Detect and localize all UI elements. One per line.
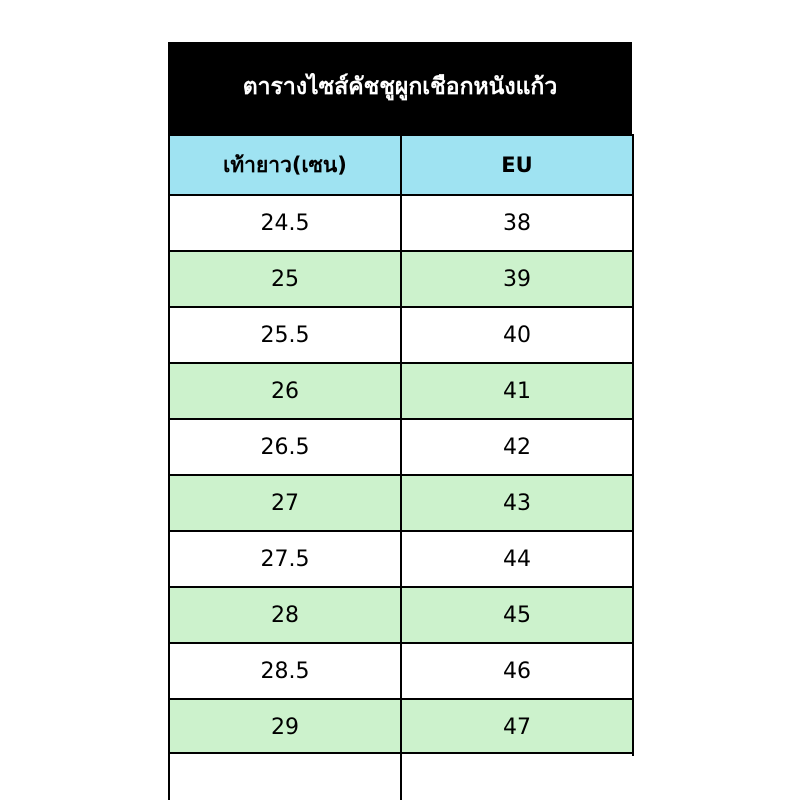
cell-foot-length: 25.5 — [169, 307, 401, 363]
cell-eu: 43 — [401, 475, 633, 531]
cell-eu: 44 — [401, 531, 633, 587]
cell-eu: 38 — [401, 195, 633, 251]
table-row — [169, 643, 633, 699]
cell-foot-length: 25 — [169, 251, 401, 307]
cell-foot-length: 29 — [169, 699, 401, 755]
cell-eu-clipped — [401, 753, 632, 800]
table-row — [169, 587, 633, 643]
cell-foot-length: 28 — [169, 587, 401, 643]
cell-foot-length-clipped — [169, 753, 401, 800]
table-row — [169, 363, 633, 419]
table-row — [169, 531, 633, 587]
cell-eu: 40 — [401, 307, 633, 363]
size-table — [168, 134, 634, 756]
chart-title-bar — [168, 42, 632, 134]
cell-foot-length: 24.5 — [169, 195, 401, 251]
column-header-eu: EU — [401, 135, 633, 195]
cell-eu: 41 — [401, 363, 633, 419]
table-header — [169, 135, 633, 195]
column-header-foot-length: เท้ายาว(เซน) — [169, 135, 401, 195]
table-row — [169, 419, 633, 475]
table-row — [169, 699, 633, 755]
cell-foot-length: 27.5 — [169, 531, 401, 587]
cell-eu: 47 — [401, 699, 633, 755]
cell-foot-length: 27 — [169, 475, 401, 531]
cell-eu: 39 — [401, 251, 633, 307]
table-row — [169, 251, 633, 307]
table-row — [169, 475, 633, 531]
size-chart — [168, 42, 632, 756]
table-row — [169, 195, 633, 251]
page-title: ตารางไซส์คัชชูผูกเชือกหนังแก้ว — [242, 74, 558, 101]
cell-eu: 46 — [401, 643, 633, 699]
table-row-clipped — [168, 752, 632, 800]
cell-foot-length: 26 — [169, 363, 401, 419]
cell-eu: 45 — [401, 587, 633, 643]
cell-foot-length: 28.5 — [169, 643, 401, 699]
cell-eu: 42 — [401, 419, 633, 475]
cell-foot-length: 26.5 — [169, 419, 401, 475]
table-row — [169, 307, 633, 363]
table-body — [169, 195, 633, 755]
table-header-row — [169, 135, 633, 195]
